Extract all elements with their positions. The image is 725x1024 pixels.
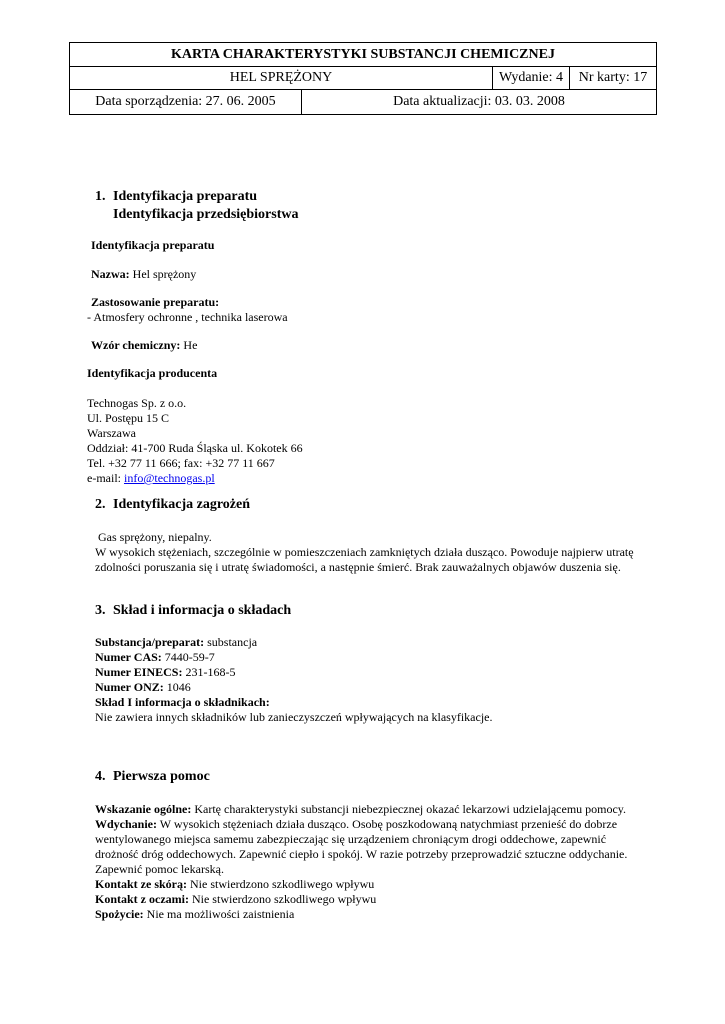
section-number: 2. (95, 497, 106, 512)
product-name: HEL SPRĘŻONY (70, 67, 493, 90)
general-label: Wskazanie ogólne: (95, 802, 192, 816)
email-row (87, 471, 303, 486)
producer-heading: Identyfikacja producenta (87, 366, 218, 380)
hazard-line: zdolności poruszania się i utratę świadomości, a następnie śmierć. Brak zauważalnych objawów duszenia się. (95, 560, 621, 574)
section-number: 1. (95, 189, 106, 204)
skin-label: Kontakt ze skórą: (95, 877, 187, 891)
composition-row (95, 635, 493, 650)
inhalation-line: wentylowanego miejsca samemu zabezpieczając się urządzeniem chroniącym drogi oddechowe, zapewnić (95, 832, 607, 846)
skin-value: Nie stwierdzono szkodliwego wpływu (187, 877, 375, 891)
eyes-label: Kontakt z oczami: (95, 892, 189, 906)
name-label: Nazwa: (91, 267, 130, 281)
use-value: - Atmosfery ochronne , technika laserowa (87, 310, 288, 324)
row-label: Numer EINECS: (95, 665, 183, 679)
inhalation-line: drożność dróg oddechowych. Zapewnić ciepło i spokój. W razie potrzeby przeprowadzić sztuczne oddychanie. (95, 847, 628, 861)
section-1-heading (95, 189, 257, 205)
inhalation-value: W wysokich stężeniach działa dusząco. Osobę poszkodowaną natychmiast przenieść do dobrze (157, 817, 618, 831)
row-value: 231-168-5 (182, 665, 236, 679)
card-number: Nr karty: 17 (570, 67, 657, 90)
email-label: e-mail: (87, 471, 124, 485)
section-title: Identyfikacja preparatu (113, 189, 258, 204)
row-label: Numer ONZ: (95, 680, 164, 694)
hazard-line: Gas sprężony, niepalny. (98, 530, 212, 544)
section-4-heading (95, 769, 210, 785)
address-line: Warszawa (87, 426, 137, 440)
row-value: 1046 (163, 680, 191, 694)
general-value: Kartę charakterystyki substancji niebezpiecznej okazać lekarzowi udzielającemu pomocy. (191, 802, 627, 816)
composition-row (95, 665, 493, 680)
composition-block (95, 635, 493, 725)
eyes-row (95, 892, 655, 907)
skin-row (95, 877, 655, 892)
inhalation-row (95, 817, 655, 832)
section-title: Pierwsza pomoc (113, 769, 210, 784)
inhalation-label: Wdychanie: (95, 817, 158, 831)
edition-number: Wydanie: 4 (493, 67, 570, 90)
section-title: Skład i informacja o składach (113, 603, 292, 618)
section-2-heading (95, 497, 250, 513)
use-label: Zastosowanie preparatu: (91, 295, 220, 309)
section-number: 4. (95, 769, 106, 784)
row-label: Substancja/preparat: (95, 635, 205, 649)
inhalation-line: Zapewnić pomoc lekarską. (95, 862, 224, 876)
address-line: Tel. +32 77 11 666; fax: +32 77 11 667 (87, 456, 275, 470)
email-link[interactable]: info@technogas.pl (123, 471, 215, 485)
section-1-subtitle: Identyfikacja przedsiębiorstwa (113, 207, 299, 222)
row-label: Skład I informacja o składnikach: (95, 695, 270, 709)
document-title: KARTA CHARAKTERYSTYKI SUBSTANCJI CHEMICZNEJ (70, 43, 657, 67)
address-line: Technogas Sp. z o.o. (87, 396, 187, 410)
address-line: Oddział: 41-700 Ruda Śląska ul. Kokotek 66 (87, 441, 303, 455)
formula-label: Wzór chemiczny: (91, 338, 181, 352)
row-value: substancja (204, 635, 258, 649)
formula-row (91, 338, 197, 353)
hazard-line: W wysokich stężeniach, szczególnie w pomieszczeniach zamkniętych działa dusząco. Powoduje najpierw utratę (95, 545, 634, 559)
first-aid-block (95, 802, 655, 922)
eyes-value: Nie stwierdzono szkodliwego wpływu (188, 892, 377, 906)
row-value: 7440-59-7 (161, 650, 215, 664)
ingestion-row (95, 907, 655, 922)
date-updated: Data aktualizacji: 03. 03. 2008 (302, 90, 657, 115)
section-title: Identyfikacja zagrożeń (113, 497, 250, 512)
ingestion-label: Spożycie: (95, 907, 144, 921)
date-created: Data sporządzenia: 27. 06. 2005 (70, 90, 302, 115)
composition-row (95, 680, 493, 695)
producer-address (87, 396, 303, 486)
composition-row (95, 650, 493, 665)
composition-row (95, 695, 493, 710)
row-label: Numer CAS: (95, 650, 162, 664)
formula-value: He (183, 338, 198, 352)
name-row (91, 267, 196, 282)
prep-heading: Identyfikacja preparatu (91, 238, 215, 252)
name-value: Hel sprężony (132, 267, 197, 281)
section-number: 3. (95, 603, 106, 618)
section-3-heading (95, 603, 291, 619)
composition-note: Nie zawiera innych składników lub zanieczyszczeń wpływających na klasyfikacje. (95, 710, 493, 724)
general-row (95, 802, 655, 817)
ingestion-value: Nie ma możliwości zaistnienia (143, 907, 295, 921)
address-line: Ul. Postępu 15 C (87, 411, 170, 425)
header-table (69, 42, 657, 115)
